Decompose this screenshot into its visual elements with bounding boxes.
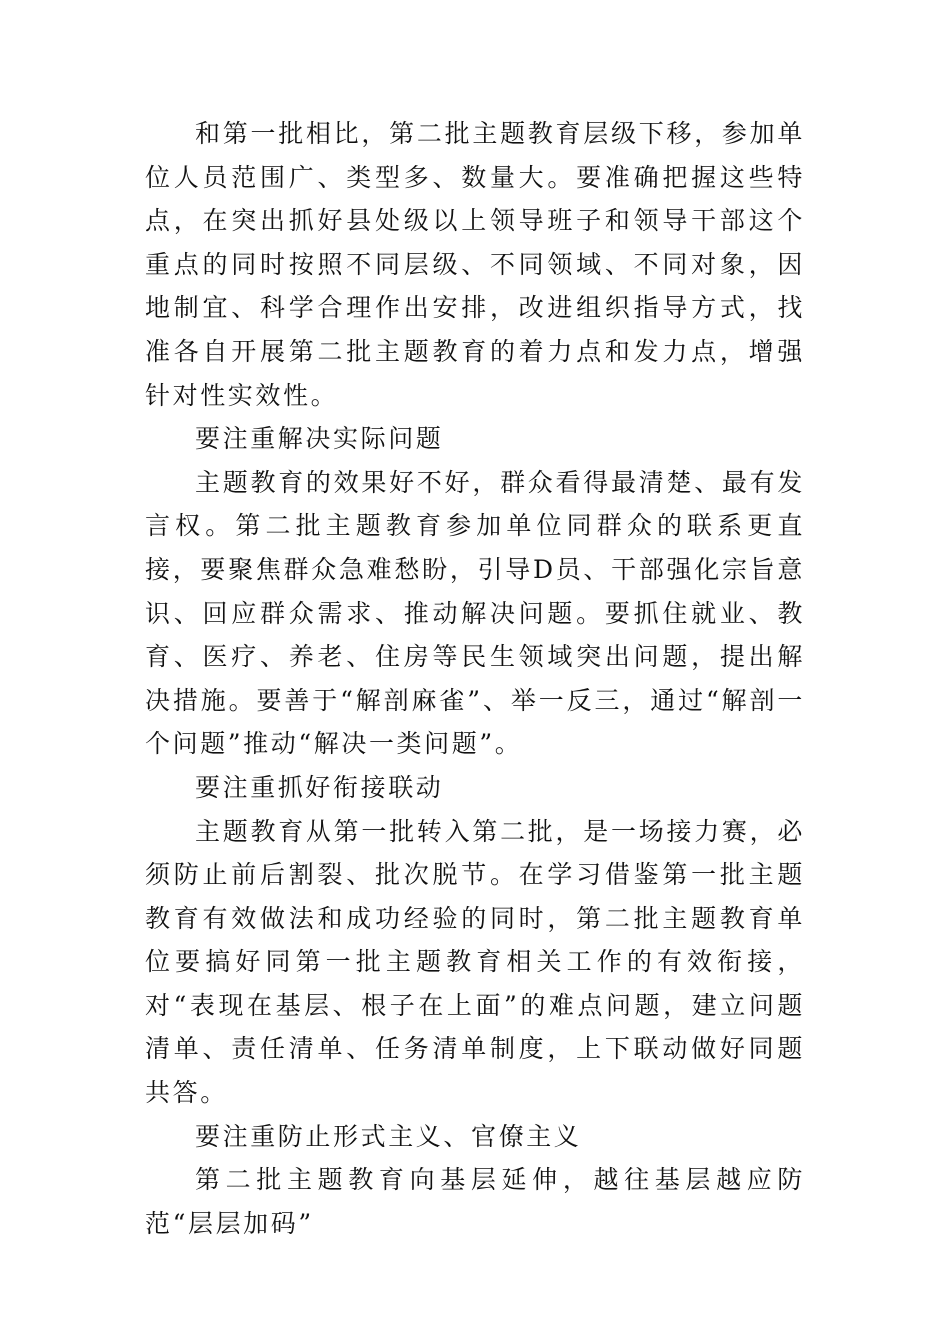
section-heading: 要注重抓好衔接联动 (195, 772, 444, 802)
section-heading: 要注重解决实际问题 (195, 424, 444, 454)
body-paragraph: 主题教育从第一批转入第二批，是一场接力赛，必须防止前后割裂、批次脱节。在学习借鉴第一批主题教育有效做法和成功经验的同时，第二批主题教育单位要搞好同第一批主题教育相关工作的有效衔接，对“表现在基层、根子在上面”的难点问题，建立问题清单、责任清单、任务清单制度，上下联动做好同题共答。 (145, 816, 805, 1108)
body-paragraph: 第二批主题教育向基层延伸，越往基层越应防范“层层加码” (145, 1165, 805, 1238)
body-paragraph: 和第一批相比，第二批主题教育层级下移，参加单位人员范围广、类型多、数量大。要准确把握这些特点，在突出抓好县处级以上领导班子和领导干部这个重点的同时按照不同层级、不同领域、不同对象，因地制宜、科学合理作出安排，改进组织指导方式，找准各自开展第二批主题教育的着力点和发力点，增强针对性实效性。 (145, 119, 805, 410)
document-page (145, 112, 805, 1245)
section-heading: 要注重防止形式主义、官僚主义 (195, 1121, 582, 1151)
body-paragraph: 主题教育的效果好不好，群众看得最清楚、最有发言权。第二批主题教育参加单位同群众的联系更直接，要聚焦群众急难愁盼，引导D员、干部强化宗旨意识、回应群众需求、推动解决问题。要抓住就业、教育、医疗、养老、住房等民生领域突出问题，提出解决措施。要善于“解剖麻雀”、举一反三，通过“解剖一个问题”推动“解决一类问题”。 (145, 467, 805, 759)
